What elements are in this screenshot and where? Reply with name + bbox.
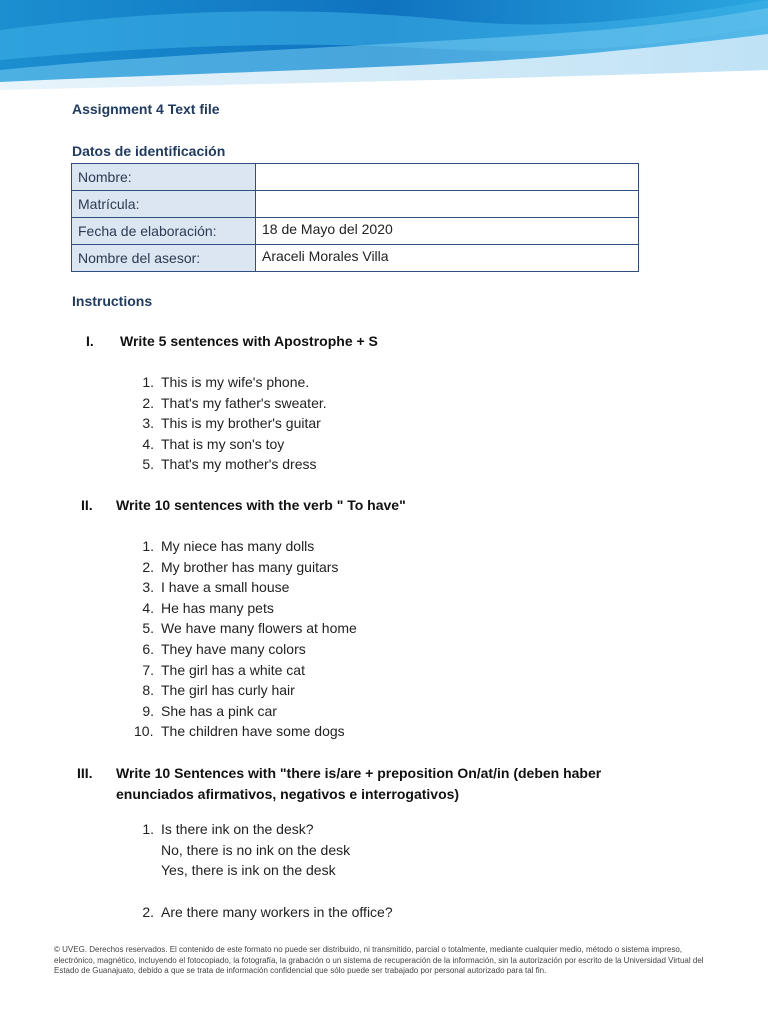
- document-title: Assignment 4 Text file: [72, 101, 220, 117]
- row-label: Fecha de elaboración:: [72, 218, 256, 245]
- row-value: 18 de Mayo del 2020: [256, 218, 639, 245]
- instructions-heading: Instructions: [72, 293, 153, 309]
- item-text: This is my brother's guitar: [161, 415, 321, 432]
- item-text: We have many flowers at home: [161, 620, 357, 637]
- item-text: I have a small house: [161, 579, 290, 596]
- item-number: 4.: [142, 435, 154, 452]
- item-number: 5.: [142, 456, 154, 473]
- header-banner: [0, 0, 768, 95]
- item-text: Is there ink on the desk?: [161, 821, 314, 837]
- list-item: [138, 598, 357, 619]
- part-numeral: I.: [86, 333, 94, 349]
- item-number: 2.: [142, 394, 154, 411]
- list-item: [138, 577, 357, 598]
- list-item: [138, 413, 327, 434]
- part-title: Write 10 sentences with the verb " To have": [116, 497, 406, 513]
- item-number: 5.: [142, 620, 154, 637]
- identification-table: [71, 163, 639, 272]
- item-number: 7.: [142, 661, 154, 678]
- list-item: [138, 701, 357, 722]
- list-item: [138, 618, 357, 639]
- row-value: [256, 191, 639, 218]
- table-row: [72, 191, 639, 218]
- item-number: 1.: [142, 821, 154, 837]
- item-text: This is my wife's phone.: [161, 374, 310, 390]
- item-text: That is my son's toy: [161, 435, 285, 452]
- list-item: [138, 557, 357, 578]
- list-item: [138, 536, 357, 557]
- numbered-list: [138, 819, 393, 922]
- item-text: Are there many workers in the office?: [161, 903, 393, 920]
- part-heading: [86, 333, 686, 353]
- row-label: Nombre:: [72, 164, 256, 191]
- item-number: 1.: [142, 374, 154, 390]
- item-text: She has a pink car: [161, 702, 277, 719]
- item-text: He has many pets: [161, 599, 274, 616]
- item-number: 1.: [142, 538, 154, 554]
- item-text: They have many colors: [161, 640, 306, 657]
- item-number: 9.: [142, 702, 154, 719]
- item-text: That's my father's sweater.: [161, 394, 327, 411]
- numbered-list: [138, 372, 327, 475]
- item-text: The children have some dogs: [161, 723, 345, 740]
- list-item: [138, 393, 327, 414]
- table-row: [72, 245, 639, 272]
- list-item: [138, 434, 327, 455]
- table-row: [72, 218, 639, 245]
- item-number: 8.: [142, 682, 154, 699]
- table-row: [72, 164, 639, 191]
- item-number: 4.: [142, 599, 154, 616]
- item-text: The girl has a white cat: [161, 661, 305, 678]
- item-number: 10.: [134, 723, 154, 740]
- list-item: [138, 454, 327, 475]
- row-value: [256, 164, 639, 191]
- item-number: 6.: [142, 640, 154, 657]
- part-title-line: enunciados afirmativos, negativos e interrogativos): [116, 786, 460, 802]
- part-numeral: III.: [77, 765, 93, 781]
- part-heading: [77, 763, 717, 805]
- list-item: [138, 639, 357, 660]
- identification-heading: Datos de identificación: [72, 143, 226, 159]
- list-item: [134, 721, 357, 742]
- item-text: My niece has many dolls: [161, 538, 315, 554]
- part-numeral: II.: [81, 497, 93, 513]
- part-title-line: Write 10 Sentences with "there is/are + preposition On/at/in (deben haber: [116, 765, 602, 781]
- numbered-list: [134, 536, 357, 742]
- copyright-footer: © UVEG. Derechos reservados. El contenido de este formato no puede ser distribuido, ni transmitido, parcial o totalmente, mediante cualquier medio, método o sistema impreso, electrónico, magnético, incluyendo el fotocopiado, la fotografía, la grabación o un sistema de recuperación de la información, sin la autorización por escrito de la Universidad Virtual del Estado de Guanajuato, debido a que se trata de información confidencial que sólo puede ser trabajado por personal autorizado para tal fin.: [54, 945, 704, 976]
- row-value: Araceli Morales Villa: [256, 245, 639, 272]
- item-number: 2.: [142, 903, 154, 920]
- item-text: No, there is no ink on the desk: [161, 841, 351, 858]
- list-item: [138, 372, 327, 393]
- list-item: [138, 819, 393, 881]
- item-text: The girl has curly hair: [161, 682, 295, 699]
- item-text: Yes, there is ink on the desk: [161, 862, 336, 879]
- list-item: [138, 680, 357, 701]
- row-label: Matrícula:: [72, 191, 256, 218]
- list-item: [138, 660, 357, 681]
- item-number: 3.: [142, 579, 154, 596]
- item-text: My brother has many guitars: [161, 558, 339, 575]
- list-item: [138, 902, 393, 923]
- row-label: Nombre del asesor:: [72, 245, 256, 272]
- part-title: [116, 763, 716, 805]
- item-number: 2.: [142, 558, 154, 575]
- part-heading: [81, 497, 701, 517]
- wave-banner-graphic: [0, 0, 768, 95]
- part-title: Write 5 sentences with Apostrophe + S: [120, 333, 378, 349]
- item-text: That's my mother's dress: [161, 456, 317, 473]
- item-number: 3.: [142, 415, 154, 432]
